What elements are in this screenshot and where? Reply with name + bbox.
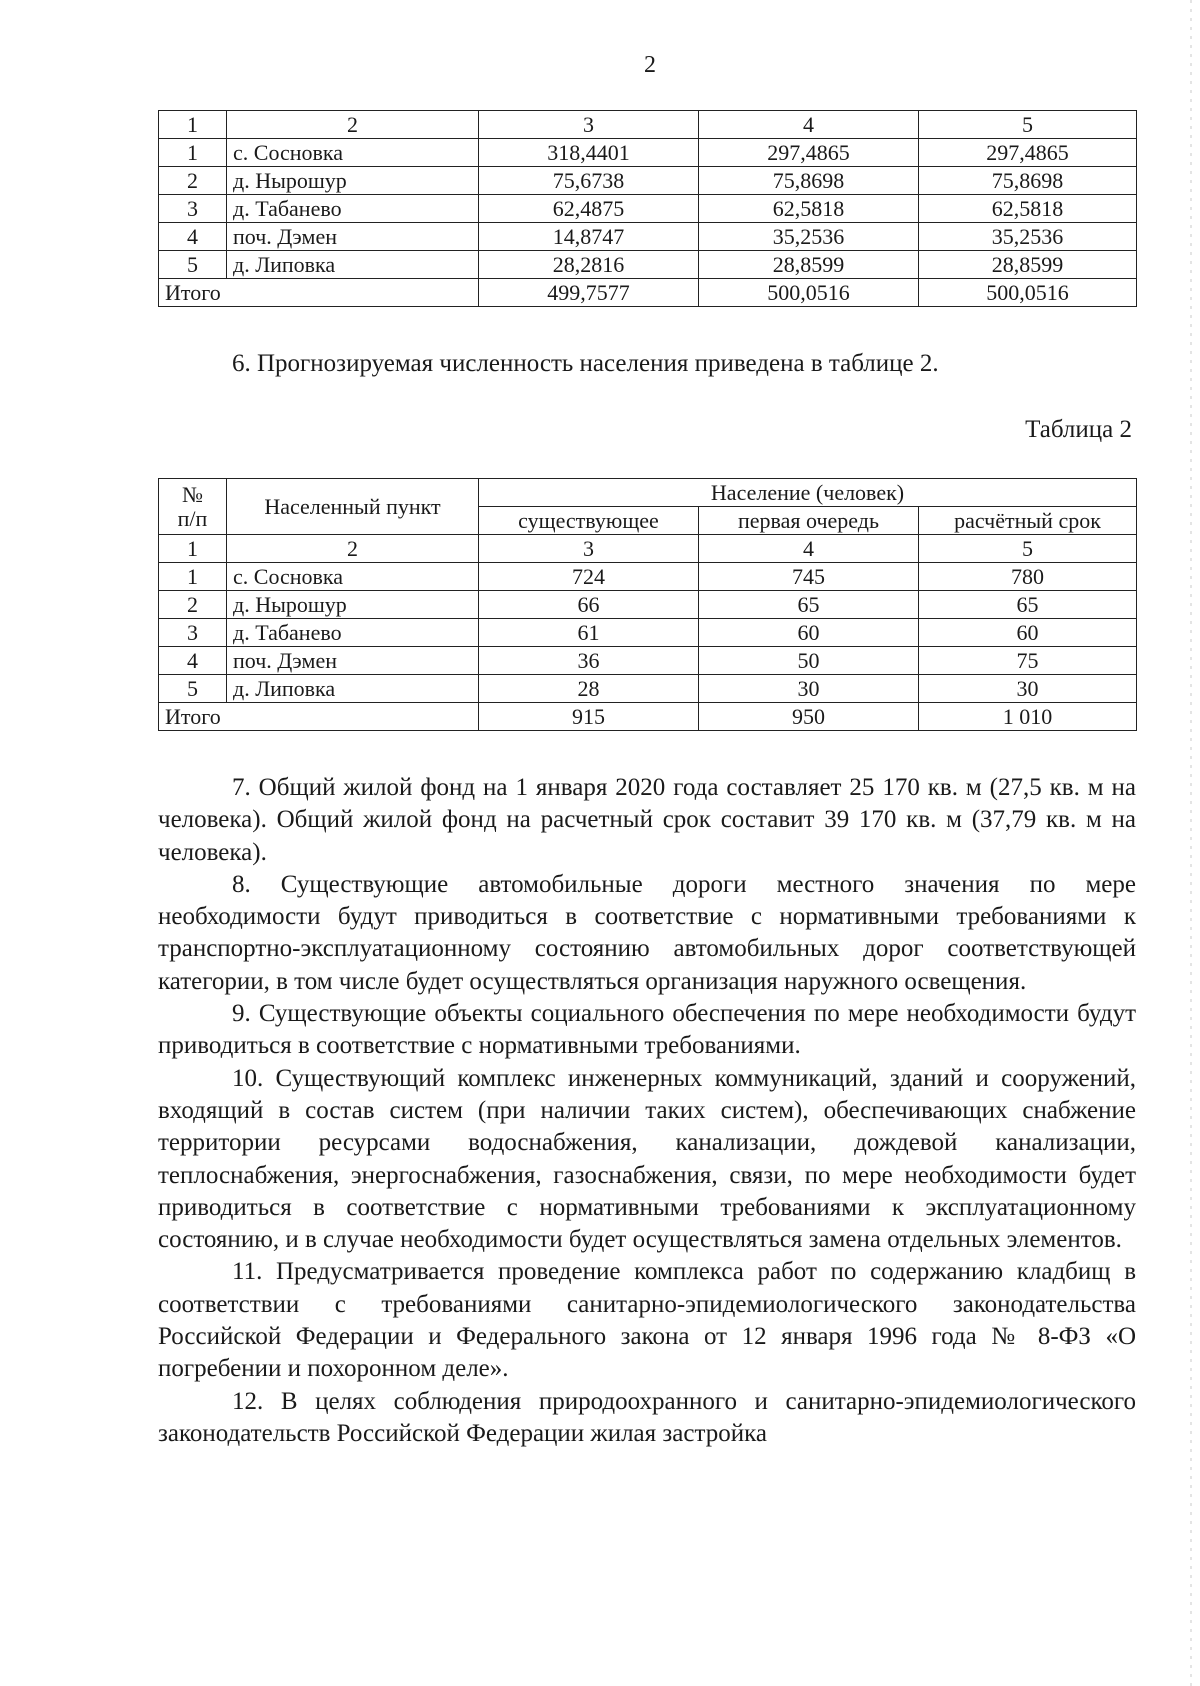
table-row: 2 д. Нырошур 75,6738 75,8698 75,8698 xyxy=(159,167,1137,195)
column-header-calculated-term: расчётный срок xyxy=(919,507,1137,535)
table-2-label: Таблица 2 xyxy=(1025,416,1132,443)
scan-edge-artifact xyxy=(1190,0,1192,1686)
table-row: 4 поч. Дэмен 14,8747 35,2536 35,2536 xyxy=(159,223,1137,251)
column-header-number: № п/п xyxy=(159,479,227,535)
table-row: 5 д. Липовка 28,2816 28,8599 28,8599 xyxy=(159,251,1137,279)
table-row: 4 поч. Дэмен 36 50 75 xyxy=(159,647,1137,675)
column-header-existing: существующее xyxy=(479,507,699,535)
paragraph-9: 9. Существующие объекты социального обеспечения по мере необходимости будут приводиться в соответствие с нормативными требованиями. xyxy=(158,1000,1136,1060)
table-row: 1 с. Сосновка 318,4401 297,4865 297,4865 xyxy=(159,139,1137,167)
paragraph-8: 8. Существующие автомобильные дороги местного значения по мере необходимости будут приводиться в соответствие с нормативными требованиями к транспортно-эксплуатационному состоянию автомобильных дорог соответствующей категории, в том числе будет осуществляться организация наружного освещения. xyxy=(158,870,1136,995)
population-table xyxy=(158,478,1137,731)
table-row: 1 с. Сосновка 724 745 780 xyxy=(159,563,1137,591)
table-row: 5 д. Липовка 28 30 30 xyxy=(159,675,1137,703)
table-header-numbering: 1 2 3 4 5 xyxy=(159,535,1137,563)
table-row: 3 д. Табанево 62,4875 62,5818 62,5818 xyxy=(159,195,1137,223)
paragraph-10: 10. Существующий комплекс инженерных коммуникаций, зданий и сооружений, входящий в состав систем (при наличии таких систем), обеспечивающих снабжение территории ресурсами водоснабжения, канализации, дождевой канализации, теплоснабжения, энергоснабжения, газоснабжения, связи, по мере необходимости будет приводиться в соответствие с нормативными требованиями к эксплуатационному состоянию, и в случае необходимости будет осуществляться замена отдельных элементов. xyxy=(158,1064,1136,1254)
body-text xyxy=(158,772,1136,1450)
column-header-first-stage: первая очередь xyxy=(699,507,919,535)
table-header-numbering: 1 2 3 4 5 xyxy=(159,111,1137,139)
table-total-row: Итого 499,7577 500,0516 500,0516 xyxy=(159,279,1137,307)
page-number: 2 xyxy=(644,52,656,78)
table-row: 2 д. Нырошур 66 65 65 xyxy=(159,591,1137,619)
paragraph-6: 6. Прогнозируемая численность населения приведена в таблице 2. xyxy=(232,350,939,377)
table-header-row xyxy=(159,479,1137,507)
paragraph-7: 7. Общий жилой фонд на 1 января 2020 года составляет 25 170 кв. м (27,5 кв. м на человека). Общий жилой фонд на расчетный срок составит 39 170 кв. м (37,79 кв. м на человека). xyxy=(158,774,1136,866)
table-row: 3 д. Табанево 61 60 60 xyxy=(159,619,1137,647)
housing-area-table xyxy=(158,110,1137,307)
column-header-place: Населенный пункт xyxy=(227,479,479,535)
paragraph-11: 11. Предусматривается проведение комплекса работ по содержанию кладбищ в соответствии с требованиями санитарно-эпидемиологического законодательства Российской Федерации и Федерального закона от 12 января 1996 года № 8-ФЗ «О погребении и похоронном деле». xyxy=(158,1258,1136,1383)
column-header-population: Население (человек) xyxy=(479,479,1137,507)
paragraph-12: 12. В целях соблюдения природоохранного и санитарно-эпидемиологического законодательств Российской Федерации жилая застройка xyxy=(158,1387,1136,1447)
table-total-row: Итого 915 950 1 010 xyxy=(159,703,1137,731)
